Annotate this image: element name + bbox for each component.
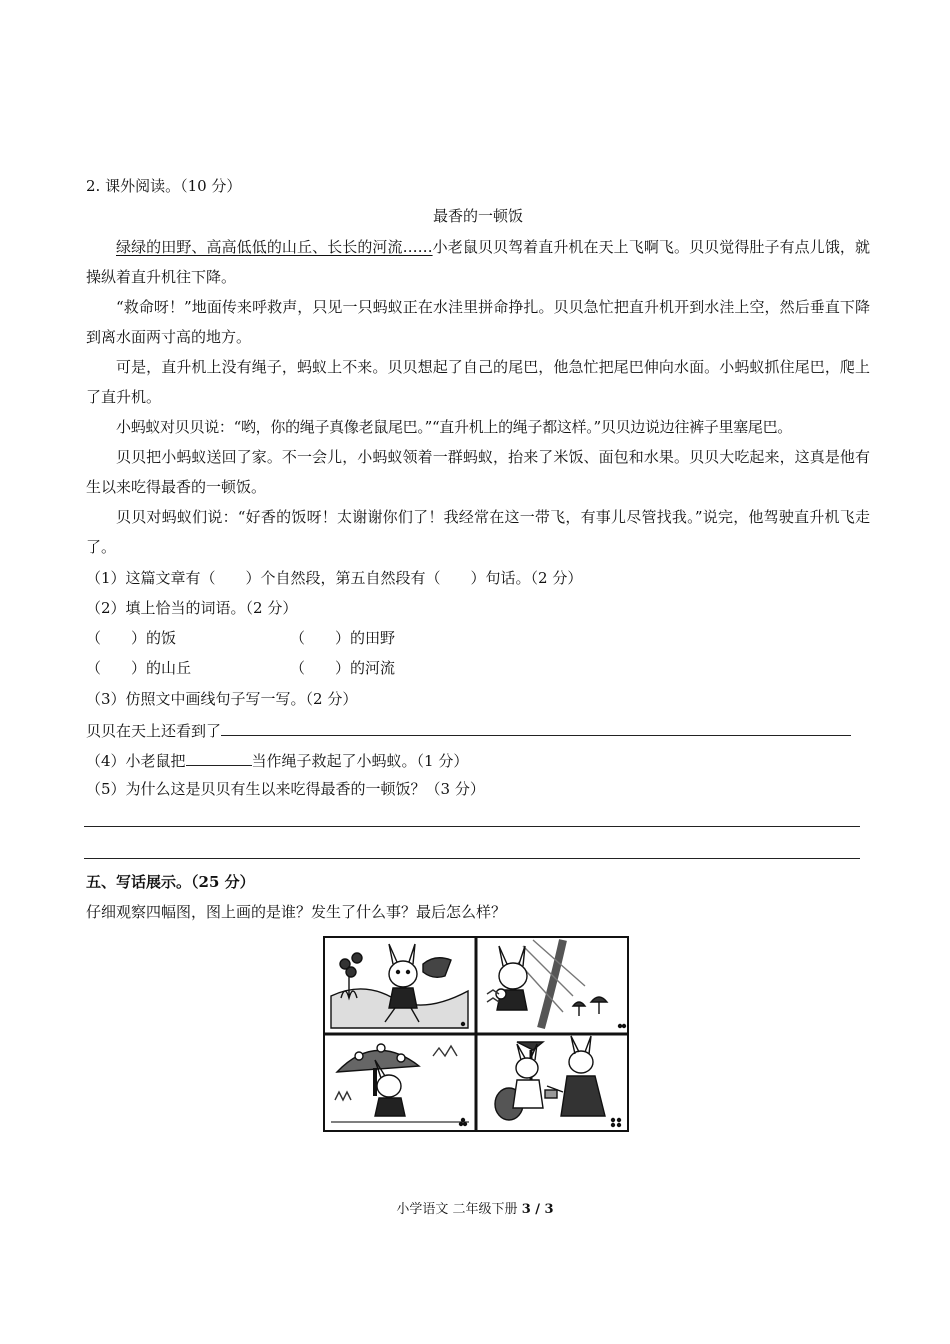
fill-blank-item: （ ）的田野: [290, 629, 396, 647]
question-3-prompt: 贝贝在天上还看到了: [86, 722, 222, 740]
page-number: 3 / 3: [521, 1202, 554, 1217]
fill-blank-item: （ ）的饭: [86, 629, 177, 647]
story-paragraph-2: “救命呀！”地面传来呼救声，只见一只蚂蚁正在水洼里拼命挣扎。贝贝急忙把直升机开到水洼上空，然后垂直下降到离水面两寸高的地方。: [86, 298, 870, 346]
question-4: [86, 749, 870, 771]
answer-line: [84, 858, 860, 859]
section-5-prompt: 仔细观察四幅图，图上画的是谁？发生了什么事？最后怎么样？: [86, 903, 507, 921]
question-2-row-1: [86, 628, 870, 648]
footer-label: 小学语文 二年级下册: [396, 1202, 518, 1217]
story-paragraph-3: 可是，直升机上没有绳子，蚂蚁上不来。贝贝想起了自己的尾巴，他急忙把尾巴伸向水面。小蚂蚁抓住尾巴，爬上了直升机。: [86, 358, 870, 406]
question-4-part-a: （4）小老鼠把: [86, 752, 186, 770]
page-footer: [0, 1198, 950, 1217]
section-5-heading: 五、写话展示。（25 分）: [86, 873, 255, 891]
question-2: （2）填上恰当的词语。（2 分）: [86, 599, 298, 617]
question-2-row-2: [86, 658, 870, 678]
question-1: （1）这篇文章有（ ）个自然段，第五自然段有（ ）句话。（2 分）: [86, 569, 583, 587]
story-paragraph-4: 小蚂蚁对贝贝说：“哟，你的绳子真像老鼠尾巴。”“直升机上的绳子都这样。”贝贝边说边往裤子里塞尾巴。: [116, 418, 792, 436]
fill-blank-item: （ ）的河流: [290, 659, 396, 677]
fill-blank-item: （ ）的山丘: [86, 659, 192, 677]
paragraph-1-rest: 小老鼠贝贝驾着直升机在天上飞啊飞。贝贝觉得肚子有点儿饿，就操纵着直升机往下降。: [86, 238, 870, 286]
story-paragraph-5: 贝贝把小蚂蚁送回了家。不一会儿，小蚂蚁领着一群蚂蚁，抬来了米饭、面包和水果。贝贝大吃起来，这真是他有生以来吃得最香的一顿饭。: [86, 448, 870, 496]
underlined-sentence: 绿绿的田野、高高低低的山丘、长长的河流……: [116, 238, 433, 256]
reading-heading: 2. 课外阅读。（10 分）: [86, 177, 242, 195]
story-paragraph-6: 贝贝对蚂蚁们说：“好香的饭呀！太谢谢你们了！我经常在这一带飞，有事儿尽管找我。”说完，他驾驶直升机飞走了。: [86, 508, 870, 556]
answer-line: [84, 826, 860, 827]
question-5: （5）为什么这是贝贝有生以来吃得最香的一顿饭？（3 分）: [86, 780, 485, 798]
story-title: 最香的一顿饭: [432, 207, 523, 225]
question-3-answer-line: [86, 719, 870, 741]
answer-blank: [221, 719, 851, 736]
question-3: （3）仿照文中画线句子写一写。（2 分）: [86, 690, 358, 708]
story-paragraph-1: [86, 232, 870, 292]
four-panel-picture: [323, 936, 629, 1132]
question-4-part-b: 当作绳子救起了小蚂蚁。（1 分）: [251, 752, 469, 770]
answer-blank: [186, 749, 252, 766]
